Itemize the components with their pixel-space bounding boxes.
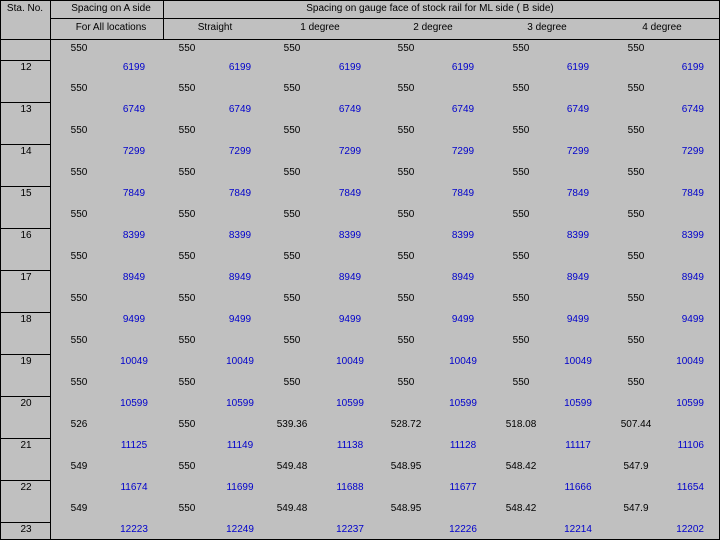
spacing-cell: 550	[178, 503, 196, 514]
spacing-cell: 547.9	[623, 503, 649, 514]
station-number: 17	[20, 272, 32, 283]
spacing-cell: 526	[70, 419, 88, 430]
value-cell: 10049	[676, 356, 704, 367]
spacing-cell: 550	[70, 167, 88, 178]
value-cell: 11674	[120, 482, 148, 493]
value-cell: 7299	[451, 146, 475, 157]
value-cell: 12223	[120, 524, 148, 535]
spacing-cell: 550	[512, 209, 530, 220]
row-separator	[0, 60, 50, 61]
spacing-cell: 550	[70, 377, 88, 388]
station-number: 23	[20, 524, 32, 535]
spacing-cell: 550	[178, 377, 196, 388]
value-cell: 6199	[228, 62, 252, 73]
row-separator	[0, 102, 50, 103]
value-cell: 8399	[228, 230, 252, 241]
value-cell: 6199	[681, 62, 704, 73]
value-cell: 7849	[338, 188, 362, 199]
spacing-cell: 550	[70, 83, 88, 94]
spacing-cell: 507.44	[620, 419, 652, 430]
value-cell: 6749	[228, 104, 252, 115]
spacing-cell: 550	[178, 419, 196, 430]
value-cell: 11106	[677, 440, 704, 451]
value-cell: 6749	[338, 104, 362, 115]
value-cell: 11677	[449, 482, 477, 493]
value-cell: 12237	[336, 524, 364, 535]
spacing-cell: 549	[70, 461, 88, 472]
spacing-cell: 550	[512, 83, 530, 94]
value-cell: 10599	[564, 398, 592, 409]
spacing-cell: 550	[178, 125, 196, 136]
spacing-cell: 550	[283, 167, 301, 178]
spacing-cell: 550	[512, 293, 530, 304]
value-cell: 10599	[449, 398, 477, 409]
value-cell: 6199	[451, 62, 475, 73]
value-cell: 8949	[338, 272, 362, 283]
spacing-cell: 550	[512, 377, 530, 388]
grid-line	[0, 39, 720, 40]
row-separator	[0, 186, 50, 187]
spacing-cell: 518.08	[505, 419, 537, 430]
straight-header: Straight	[197, 22, 233, 33]
spacing-cell: 550	[178, 335, 196, 346]
value-cell: 10049	[336, 356, 364, 367]
station-number: 19	[20, 356, 32, 367]
spacing-cell: 549.48	[276, 503, 308, 514]
value-cell: 6199	[122, 62, 146, 73]
value-cell: 8949	[566, 272, 590, 283]
value-cell: 7849	[681, 188, 704, 199]
value-cell: 8399	[122, 230, 146, 241]
station-number: 13	[20, 104, 32, 115]
spacing-cell: 550	[627, 209, 645, 220]
value-cell: 7849	[122, 188, 146, 199]
value-cell: 11125	[120, 440, 148, 451]
spacing-cell: 549.48	[276, 461, 308, 472]
spacing-cell: 550	[178, 209, 196, 220]
spacing-cell: 550	[397, 43, 415, 54]
value-cell: 7849	[451, 188, 475, 199]
value-cell: 7299	[681, 146, 704, 157]
station-number: 18	[20, 314, 32, 325]
spacing-cell: 550	[70, 251, 88, 262]
value-cell: 11149	[226, 440, 254, 451]
spacing-cell: 550	[70, 293, 88, 304]
spacing-cell: 550	[283, 125, 301, 136]
spacing-cell: 550	[283, 43, 301, 54]
spacing-cell: 550	[178, 293, 196, 304]
value-cell: 10599	[336, 398, 364, 409]
value-cell: 9499	[566, 314, 590, 325]
spacing-cell: 548.42	[505, 461, 537, 472]
value-cell: 12202	[676, 524, 704, 535]
station-number: 16	[20, 230, 32, 241]
grid-line	[50, 0, 51, 540]
spacing-cell: 550	[627, 83, 645, 94]
value-cell: 6749	[681, 104, 704, 115]
value-cell: 7299	[338, 146, 362, 157]
spacing-cell: 550	[178, 83, 196, 94]
station-number: 21	[20, 440, 32, 451]
value-cell: 9499	[451, 314, 475, 325]
row-separator	[0, 396, 50, 397]
spacing-cell: 550	[397, 251, 415, 262]
degree-1-header: 1 degree	[300, 22, 340, 33]
value-cell: 6749	[566, 104, 590, 115]
value-cell: 12226	[449, 524, 477, 535]
spacing-cell: 550	[397, 209, 415, 220]
spacing-cell: 550	[397, 83, 415, 94]
value-cell: 6199	[338, 62, 362, 73]
spacing-cell: 550	[512, 335, 530, 346]
value-cell: 10049	[564, 356, 592, 367]
sta-no-header: Sta. No.	[6, 3, 44, 14]
value-cell: 7299	[228, 146, 252, 157]
value-cell: 10599	[120, 398, 148, 409]
value-cell: 12214	[564, 524, 592, 535]
degree-4-header: 4 degree	[642, 22, 682, 33]
spacing-cell: 550	[627, 377, 645, 388]
spacing-cell: 550	[512, 43, 530, 54]
spacing-cell: 550	[627, 167, 645, 178]
value-cell: 10049	[449, 356, 477, 367]
value-cell: 9499	[228, 314, 252, 325]
spacing-cell: 550	[70, 125, 88, 136]
grid-line	[50, 18, 720, 19]
row-separator	[0, 144, 50, 145]
degree-3-header: 3 degree	[527, 22, 567, 33]
row-separator	[0, 312, 50, 313]
value-cell: 8949	[681, 272, 704, 283]
grid-line	[163, 0, 164, 40]
value-cell: 10049	[120, 356, 148, 367]
spacing-cell: 550	[512, 167, 530, 178]
spacing-a-side-header: Spacing on A side	[71, 3, 151, 14]
spacing-cell: 550	[627, 125, 645, 136]
spacing-cell: 550	[283, 251, 301, 262]
value-cell: 7299	[566, 146, 590, 157]
value-cell: 11128	[449, 440, 477, 451]
row-separator	[0, 438, 50, 439]
value-cell: 8399	[338, 230, 362, 241]
value-cell: 8399	[681, 230, 704, 241]
value-cell: 10599	[676, 398, 704, 409]
spacing-cell: 550	[627, 293, 645, 304]
row-separator	[0, 354, 50, 355]
station-number: 12	[20, 62, 32, 73]
spacing-cell: 550	[627, 335, 645, 346]
value-cell: 11654	[676, 482, 704, 493]
spacing-cell: 550	[283, 377, 301, 388]
value-cell: 10599	[226, 398, 254, 409]
value-cell: 6749	[451, 104, 475, 115]
row-separator	[0, 270, 50, 271]
spacing-cell: 550	[627, 251, 645, 262]
row-separator	[0, 480, 50, 481]
value-cell: 9499	[681, 314, 704, 325]
value-cell: 12249	[226, 524, 254, 535]
degree-2-header: 2 degree	[413, 22, 453, 33]
value-cell: 11117	[565, 440, 591, 451]
spacing-cell: 549	[70, 503, 88, 514]
row-separator	[0, 522, 50, 523]
value-cell: 9499	[338, 314, 362, 325]
spacing-cell: 548.42	[505, 503, 537, 514]
value-cell: 9499	[122, 314, 146, 325]
spacing-cell: 550	[397, 167, 415, 178]
spacing-cell: 550	[627, 43, 645, 54]
station-number: 15	[20, 188, 32, 199]
value-cell: 8949	[228, 272, 252, 283]
spacing-cell: 550	[70, 335, 88, 346]
spacing-cell: 550	[512, 251, 530, 262]
spacing-cell: 547.9	[623, 461, 649, 472]
value-cell: 11138	[336, 440, 364, 451]
spacing-cell: 550	[178, 461, 196, 472]
spacing-cell: 539.36	[276, 419, 308, 430]
spacing-cell: 550	[397, 125, 415, 136]
value-cell: 8399	[566, 230, 590, 241]
spacing-cell: 550	[397, 335, 415, 346]
value-cell: 8949	[451, 272, 475, 283]
value-cell: 7849	[228, 188, 252, 199]
value-cell: 7849	[566, 188, 590, 199]
station-number: 14	[20, 146, 32, 157]
value-cell: 8399	[451, 230, 475, 241]
spacing-cell: 550	[283, 209, 301, 220]
spacing-cell: 550	[178, 43, 196, 54]
spacing-cell: 548.95	[390, 503, 422, 514]
spacing-cell: 550	[397, 377, 415, 388]
value-cell: 11688	[336, 482, 364, 493]
spacing-cell: 550	[178, 251, 196, 262]
station-number: 22	[20, 482, 32, 493]
spacing-cell: 550	[512, 125, 530, 136]
value-cell: 8949	[122, 272, 146, 283]
spacing-cell: 548.95	[390, 461, 422, 472]
value-cell: 7299	[122, 146, 146, 157]
spacing-cell: 550	[70, 43, 88, 54]
spacing-cell: 550	[283, 335, 301, 346]
value-cell: 6749	[122, 104, 146, 115]
value-cell: 6199	[566, 62, 590, 73]
for-all-locations-header: For All locations	[75, 22, 147, 33]
spacing-cell: 550	[397, 293, 415, 304]
value-cell: 11666	[564, 482, 592, 493]
spacing-cell: 550	[283, 83, 301, 94]
spacing-cell: 528.72	[390, 419, 422, 430]
spacing-cell: 550	[283, 293, 301, 304]
grid-line	[0, 0, 720, 1]
spacing-cell: 550	[70, 209, 88, 220]
value-cell: 11699	[226, 482, 254, 493]
value-cell: 10049	[226, 356, 254, 367]
spacing-cell: 550	[178, 167, 196, 178]
station-number: 20	[20, 398, 32, 409]
spacing-gauge-face-header: Spacing on gauge face of stock rail for ML side ( B side)	[306, 3, 554, 14]
row-separator	[0, 228, 50, 229]
